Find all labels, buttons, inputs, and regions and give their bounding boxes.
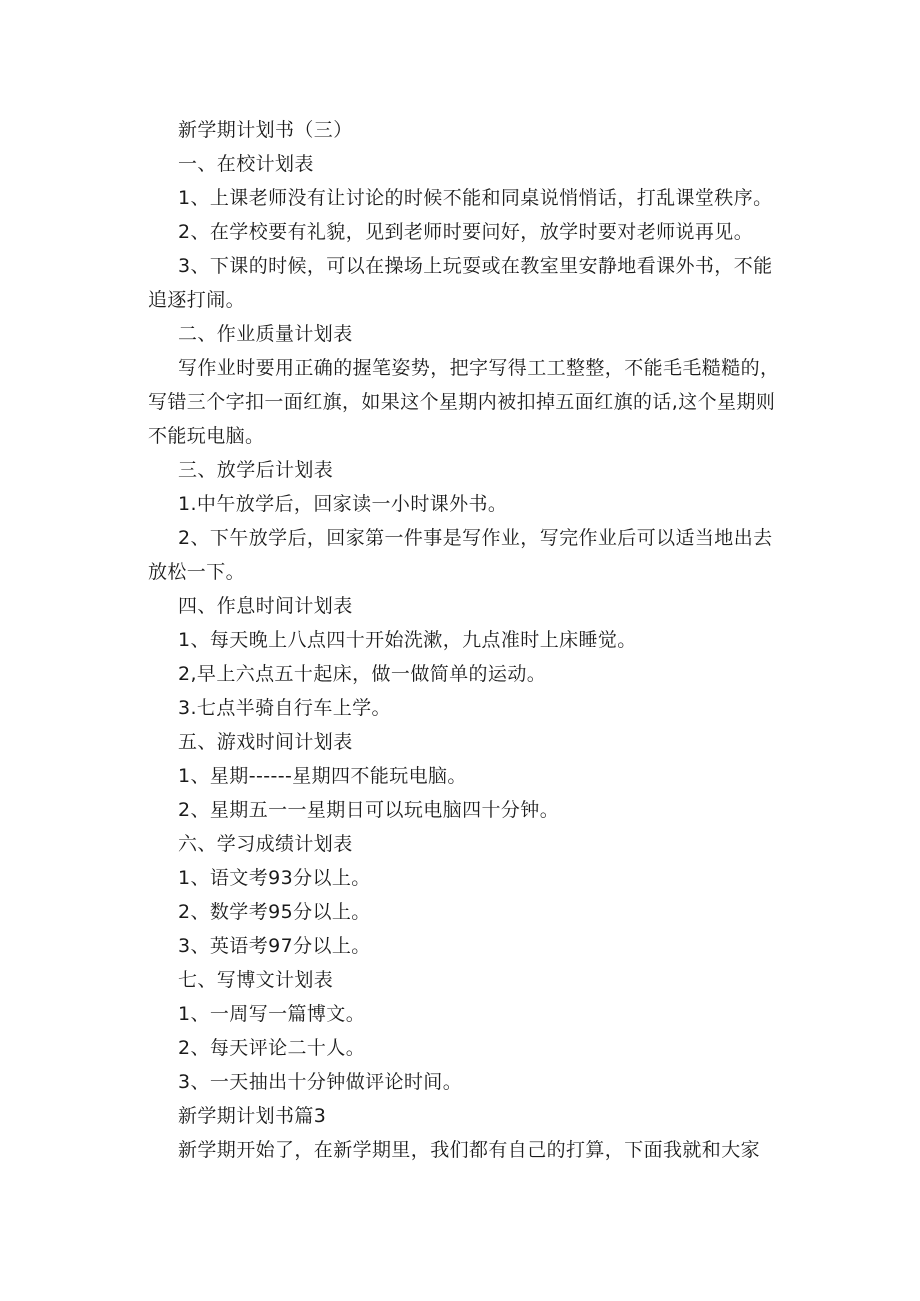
paragraph: 2、每天评论二十人。 [178, 1037, 366, 1059]
paragraph: 新学期计划书篇3 [178, 1105, 327, 1127]
paragraph-line: 3、下课的时候，可以在操场上玩耍或在教室里安静地看课外书，不能 [178, 255, 773, 277]
paragraph-line: 追逐打闹。 [148, 289, 246, 311]
paragraph: 1、一周写一篇博文。 [178, 1003, 366, 1025]
paragraph: 五、游戏时间计划表 [178, 731, 353, 753]
paragraph: 3、一天抽出十分钟做评论时间。 [178, 1071, 463, 1093]
paragraph: 2、数学考95分以上。 [178, 901, 371, 923]
paragraph-line: 写错三个字扣一面红旗，如果这个星期内被扣掉五面红旗的话,这个星期则 [148, 391, 776, 413]
paragraph: 1、语文考93分以上。 [178, 867, 371, 889]
paragraph: 一、在校计划表 [178, 153, 314, 175]
paragraph: 1、上课老师没有让讨论的时候不能和同桌说悄悄话，打乱课堂秩序。 [178, 187, 773, 209]
paragraph [148, 521, 798, 589]
paragraph: 1.中午放学后，回家读一小时课外书。 [178, 493, 508, 515]
paragraph: 1、星期------星期四不能玩电脑。 [178, 765, 467, 787]
paragraph-line: 不能玩电脑。 [148, 425, 265, 447]
paragraph: 2、在学校要有礼貌，见到老师时要问好，放学时要对老师说再见。 [178, 221, 754, 243]
paragraph: 1、每天晚上八点四十开始洗漱，九点准时上床睡觉。 [178, 629, 637, 651]
paragraph-line: 2、下午放学后，回家第一件事是写作业，写完作业后可以适当地出去 [178, 527, 773, 549]
paragraph: 3.七点半骑自行车上学。 [178, 697, 391, 719]
paragraph-line: 放松一下。 [148, 561, 246, 583]
paragraph-line: 写作业时要用正确的握笔姿势，把字写得工工整整，不能毛毛糙糙的， [178, 357, 780, 379]
paragraph: 2,早上六点五十起床，做一做简单的运动。 [178, 663, 547, 685]
paragraph: 三、放学后计划表 [178, 459, 334, 481]
paragraph: 四、作息时间计划表 [178, 595, 353, 617]
paragraph [148, 351, 798, 453]
paragraph: 二、作业质量计划表 [178, 323, 353, 345]
paragraph: 新学期计划书（三） [178, 119, 353, 141]
paragraph: 2、星期五一一星期日可以玩电脑四十分钟。 [178, 799, 560, 821]
paragraph: 七、写博文计划表 [178, 969, 334, 991]
paragraph: 新学期开始了，在新学期里，我们都有自己的打算，下面我就和大家 [178, 1139, 761, 1161]
document-body [148, 113, 798, 1167]
paragraph [148, 249, 798, 317]
paragraph: 六、学习成绩计划表 [178, 833, 353, 855]
paragraph: 3、英语考97分以上。 [178, 935, 371, 957]
